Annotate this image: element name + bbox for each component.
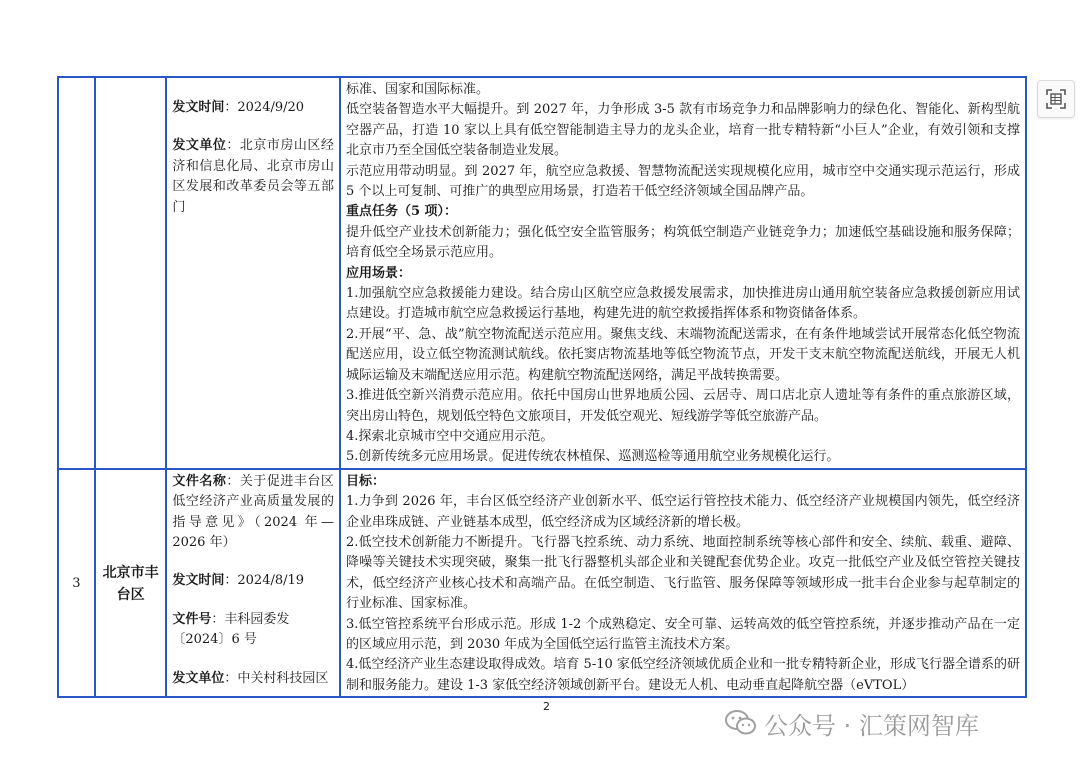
issue-time-value: 2024/9/20 bbox=[237, 100, 305, 115]
issuing-unit-value: 中关村科技园区 bbox=[237, 670, 329, 686]
content-paragraph: 提升低空产业技术创新能力；强化低空安全监管服务；构筑低空制造产业链竞争力；加速低空基础设施和服务保障；培育低空全场景示范应用。 bbox=[345, 224, 1020, 261]
watermark-text: 公众号 · 汇策网智库 bbox=[764, 711, 979, 740]
meta-cell bbox=[166, 77, 340, 469]
issuing-unit-label: 发文单位 bbox=[172, 670, 225, 686]
issue-time: 发文时间：2024/8/19 bbox=[172, 573, 305, 589]
content-paragraph: 5.创新传统多元应用场景。促进传统农林植保、巡测巡检等通用航空业务规模化运行。 bbox=[345, 449, 840, 465]
document-name-label: 文件名称 bbox=[172, 473, 227, 489]
watermark bbox=[724, 704, 979, 742]
issue-time: 发文时间：2024/9/20 bbox=[172, 100, 305, 115]
content-paragraph: 1.加强航空应急救援能力建设。结合房山区航空应急救援发展需求，加快推进房山通用航空装备应急救援创新应用试点建设。打造城市航空应急救援运行基地，构建先进的航空救援指挥体系和物资储备体系。 bbox=[345, 286, 1020, 322]
content-paragraph: 标准、国家和国际标准。 bbox=[345, 82, 489, 97]
scan-button[interactable] bbox=[1037, 80, 1075, 118]
document-name-value: 关于促进丰台区低空经济产业高质量发展的指导意见》（2024 年—2026 年） bbox=[172, 473, 334, 550]
content-paragraph: 3.推进低空新兴消费示范应用。依托中国房山世界地质公园、云居寺、周口店北京人遗址等有条件的重点旅游区域，突出房山特色，规划低空特色文旅项目，开发低空观光、短线游学等低空旅游产品。 bbox=[345, 388, 1020, 424]
section-heading: 应用场景： bbox=[345, 265, 411, 281]
issue-time-label: 发文时间 bbox=[172, 100, 225, 115]
content-paragraph: 低空装备智造水平大幅提升。到 2027 年，力争形成 3-5 款有市场竞争力和品牌影响力的绿色化、智能化、新构型航空器产品，打造 10 家以上具有低空智能制造主导力的龙头企业，培育一批专精特新“小巨人”企业，有效引领和支撑北京市乃至全国低空装备制造业发展。 bbox=[345, 102, 1020, 159]
issuing-unit-value: 北京市房山区经济和信息化局、北京市房山区发展和改革委员会等五部门 bbox=[172, 138, 334, 215]
meta-cell bbox=[166, 469, 340, 697]
content-paragraph: 3.低空管控系统平台形成示范。形成 1-2 个成熟稳定、安全可靠、运转高效的低空管控系统，并逐步推动产品在一定的区域应用示范，到 2030 年成为全国低空运行监管主流技术方案。 bbox=[345, 616, 1020, 652]
section-heading: 重点任务（5 项）： bbox=[345, 204, 458, 220]
document-number: 文件号：丰科园委发〔2024〕6 号 bbox=[172, 611, 290, 648]
content-cell bbox=[340, 77, 1026, 469]
section-heading: 目标： bbox=[345, 473, 385, 489]
content-cell bbox=[340, 469, 1026, 697]
issuing-unit: 发文单位：中关村科技园区 bbox=[172, 670, 329, 686]
scan-icon bbox=[1045, 88, 1067, 110]
table-row bbox=[58, 77, 1026, 469]
content-paragraph: 示范应用带动明显。到 2027 年，航空应急救援、智慧物流配送实现规模化应用，城市空中交通实现示范运行，形成 5 个以上可复制、可推广的典型应用场景，打造若干低空经济领域全国品牌产品。 bbox=[345, 163, 1020, 200]
content-paragraph: 4.探索北京城市空中交通应用示范。 bbox=[345, 428, 554, 444]
issue-time-label: 发文时间 bbox=[172, 573, 225, 589]
content-paragraph: 2.开展“平、急、战”航空物流配送示范应用。聚焦支线、末端物流配送需求，在有条件地域尝试开展常态化低空物流配送应用，设立低空物流测试航线。依托窦店物流基地等低空物流节点，开发干支末航空物流配送航线，开展无人机城际运输及末端配送应用示范。构建航空物流配送网络，满足平战转换需要。 bbox=[345, 326, 1020, 383]
table-row bbox=[58, 469, 1026, 697]
document-name: 文件名称：关于促进丰台区低空经济产业高质量发展的指导意见》（2024 年—2026 年） bbox=[172, 473, 334, 550]
page-number: 2 bbox=[543, 700, 550, 713]
issue-time-value: 2024/8/19 bbox=[237, 573, 305, 589]
content-paragraph: 1.力争到 2026 年，丰台区低空经济产业创新水平、低空运行管控技术能力、低空经济产业规模国内领先，低空经济企业串珠成链、产业链基本成型，低空经济成为区域经济新的增长极。 bbox=[345, 494, 1020, 530]
document-number-label: 文件号 bbox=[172, 611, 212, 627]
content-paragraph: 4.低空经济产业生态建设取得成效。培育 5-10 家低空经济领域优质企业和一批专精特新企业，形成飞行器全谱系的研制和服务能力。建设 1-3 家低空经济领域创新平台。建设无人机、电动垂直起降航空器（eVTOL） bbox=[345, 657, 1020, 693]
row-number-cell bbox=[58, 77, 95, 469]
region-cell bbox=[95, 77, 167, 469]
issuing-unit: 发文单位：北京市房山区经济和信息化局、北京市房山区发展和改革委员会等五部门 bbox=[172, 138, 334, 215]
issuing-unit-label: 发文单位 bbox=[172, 138, 227, 154]
wechat-icon bbox=[724, 708, 758, 738]
policy-table bbox=[57, 76, 1027, 698]
document-number-value: 丰科园委发〔2024〕6 号 bbox=[172, 611, 290, 648]
content-paragraph: 2.低空技术创新能力不断提升。飞行器飞控系统、动力系统、地面控制系统等核心部件和安全、续航、载重、避障、降噪等关键技术实现突破，聚集一批飞行器整机头部企业和关键配套优势企业。攻克一批低空产业及低空管控关键技术，低空经济产业核心技术和高端产品。在低空制造、飞行监管、服务保障等领域形成一批丰台企业参与起草制定的行业标准、国家标准。 bbox=[345, 534, 1020, 612]
region-cell: 北京市丰台区 bbox=[95, 469, 167, 697]
row-number-cell: 3 bbox=[58, 469, 95, 697]
